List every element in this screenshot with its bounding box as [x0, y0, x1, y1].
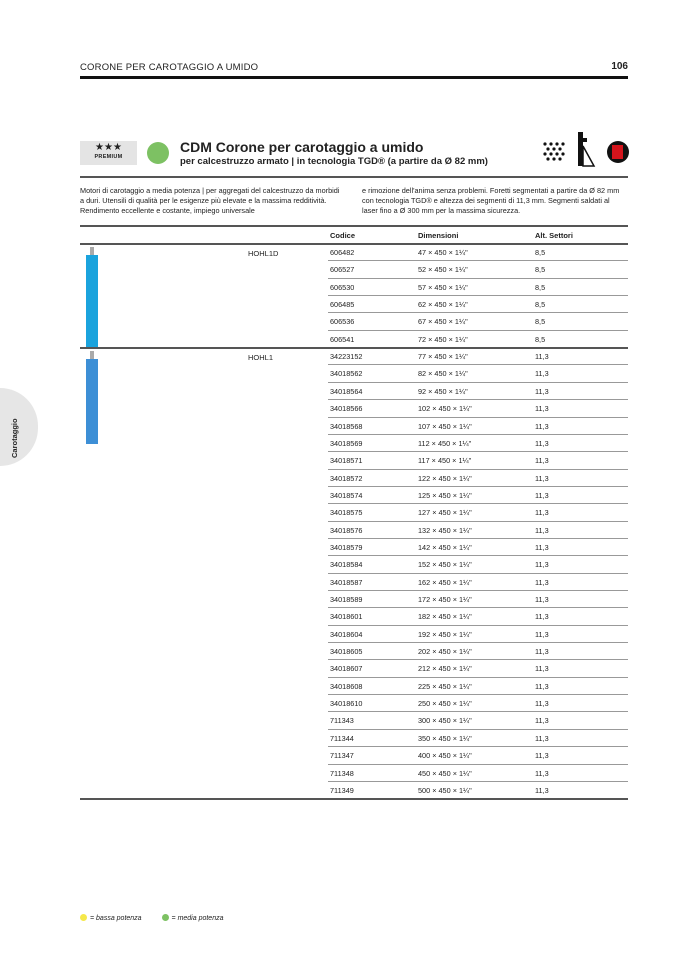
- code-cell: 711344: [330, 733, 354, 743]
- green-dot-icon: [162, 914, 169, 921]
- table-row: [80, 365, 628, 382]
- code-cell: 34018610: [330, 699, 363, 709]
- table-bottom-rule: [80, 798, 628, 800]
- premium-badge: [80, 141, 137, 165]
- table-row: [80, 470, 628, 487]
- code-cell: 711343: [330, 716, 354, 726]
- dimensions-cell: 127 × 450 × 1¼": [418, 508, 472, 518]
- code-cell: 34018564: [330, 386, 363, 396]
- table-row: [80, 591, 628, 608]
- table-row: [80, 660, 628, 677]
- dimensions-cell: 82 × 450 × 1¼": [418, 369, 468, 379]
- code-cell: 606541: [330, 334, 355, 344]
- group-label: HOHL1D: [248, 249, 279, 258]
- table-row: [80, 452, 628, 469]
- segment-height-cell: 11,3: [535, 612, 549, 622]
- side-tab-label: Carotaggio: [10, 418, 19, 458]
- segment-height-cell: 11,3: [535, 751, 549, 761]
- code-cell: 34018576: [330, 525, 363, 535]
- legend: [80, 914, 223, 922]
- dimensions-cell: 107 × 450 × 1¼": [418, 421, 472, 431]
- table-row: [80, 244, 628, 261]
- col-header-code: Codice: [330, 231, 356, 240]
- page-number: 106: [611, 61, 628, 72]
- segment-height-cell: 11,3: [535, 716, 549, 726]
- table-row: [80, 626, 628, 643]
- legend-low-power: = bassa potenza: [90, 915, 142, 922]
- dimensions-cell: 162 × 450 × 1¼": [418, 577, 472, 587]
- table-row: [80, 261, 628, 278]
- segment-height-cell: 11,3: [535, 647, 549, 657]
- code-cell: 34223152: [330, 352, 363, 362]
- table-row: [80, 504, 628, 521]
- code-cell: 606530: [330, 282, 355, 292]
- application-icons: [540, 132, 630, 168]
- dimensions-cell: 62 × 450 × 1¼": [418, 300, 468, 310]
- segment-height-cell: 11,3: [535, 369, 549, 379]
- dimensions-cell: 172 × 450 × 1¼": [418, 595, 472, 604]
- segment-height-cell: 11,3: [535, 768, 549, 778]
- code-cell: 34018605: [330, 647, 363, 657]
- stars-icon: ★★★: [95, 142, 122, 153]
- dimensions-cell: 300 × 450 × 1¼": [418, 716, 472, 726]
- table-row: [80, 574, 628, 591]
- segment-height-cell: 11,3: [535, 473, 549, 483]
- code-cell: 34018569: [330, 438, 363, 448]
- segment-height-cell: 11,3: [535, 681, 549, 691]
- aggregate-icon: [543, 142, 564, 160]
- code-cell: 34018568: [330, 421, 363, 431]
- dimensions-cell: 142 × 450 × 1¼": [418, 542, 472, 552]
- concrete-core-icon: [607, 141, 629, 163]
- code-cell: 34018601: [330, 612, 363, 622]
- table-row: [80, 435, 628, 452]
- segment-height-cell: 8,5: [535, 334, 546, 344]
- segment-height-cell: 8,5: [535, 265, 546, 275]
- table-row: [80, 522, 628, 539]
- dimensions-cell: 57 × 450 × 1¼": [418, 282, 468, 292]
- dimensions-cell: 500 × 450 × 1¼": [418, 785, 472, 795]
- table-row: [80, 348, 628, 365]
- table-row: [80, 331, 628, 348]
- segment-height-cell: 11,3: [535, 421, 549, 431]
- code-cell: 34018604: [330, 629, 363, 639]
- table-row: [80, 556, 628, 573]
- code-cell: 711349: [330, 785, 354, 795]
- table-row: [80, 279, 628, 296]
- code-cell: 34018607: [330, 664, 363, 674]
- dimensions-cell: 47 × 450 × 1¼": [418, 248, 468, 257]
- dimensions-cell: 250 × 450 × 1¼": [418, 699, 472, 709]
- dimensions-cell: 67 × 450 × 1¼": [418, 317, 468, 327]
- yellow-dot-icon: [80, 914, 87, 921]
- code-cell: 34018574: [330, 490, 363, 500]
- code-cell: 34018589: [330, 595, 363, 604]
- segment-height-cell: 11,3: [535, 352, 549, 362]
- side-tab-carotaggio[interactable]: [0, 388, 38, 466]
- section-title: CORONE PER CAROTAGGIO A UMIDO: [80, 62, 259, 73]
- segment-height-cell: 11,3: [535, 595, 549, 604]
- segment-height-cell: 11,3: [535, 525, 549, 535]
- product-title: CDM Corone per carotaggio a umido: [180, 139, 424, 155]
- table-row: [80, 712, 628, 729]
- segment-height-cell: 11,3: [535, 490, 549, 500]
- code-cell: 711347: [330, 751, 354, 761]
- description-col-2: e rimozione dell'anima senza problemi. Foretti segmentati a partire da Ø 82 mm con tecnologia TGD® e altezza dei segmenti di 11,3 mm. Segmenti saldati al laser fino a Ø 300 mm per la massima sicurezza.: [362, 186, 620, 215]
- badge-label: PREMIUM: [94, 154, 123, 160]
- code-cell: 711348: [330, 768, 354, 778]
- dimensions-cell: 125 × 450 × 1¼": [418, 490, 472, 500]
- code-cell: 34018587: [330, 577, 363, 587]
- dimensions-cell: 192 × 450 × 1¼": [418, 629, 472, 639]
- dimensions-cell: 225 × 450 × 1¼": [418, 681, 472, 691]
- code-cell: 34018584: [330, 560, 363, 570]
- table-row: [80, 678, 628, 695]
- segment-height-cell: 11,3: [535, 456, 549, 466]
- segment-height-cell: 8,5: [535, 248, 546, 257]
- dimensions-cell: 450 × 450 × 1¼": [418, 768, 472, 778]
- table-row: [80, 695, 628, 712]
- table-row: [80, 747, 628, 764]
- header-divider: [80, 76, 628, 79]
- table-row: [80, 730, 628, 747]
- segment-height-cell: 8,5: [535, 282, 546, 292]
- code-cell: 606485: [330, 300, 355, 310]
- code-cell: 34018572: [330, 473, 363, 483]
- segment-height-cell: 11,3: [535, 664, 549, 674]
- code-cell: 34018562: [330, 369, 363, 379]
- segment-height-cell: 11,3: [535, 404, 549, 414]
- segment-height-cell: 11,3: [535, 577, 549, 587]
- table-row: [80, 418, 628, 435]
- dimensions-cell: 132 × 450 × 1¼": [418, 525, 472, 535]
- dimensions-cell: 112 × 450 × 1¼": [418, 438, 472, 448]
- code-cell: 606527: [330, 265, 355, 275]
- code-cell: 34018579: [330, 542, 363, 552]
- segment-height-cell: 8,5: [535, 300, 546, 310]
- product-subtitle: per calcestruzzo armato | in tecnologia TGD® (a partire da Ø 82 mm): [180, 156, 488, 167]
- segment-height-cell: 11,3: [535, 386, 549, 396]
- dimensions-cell: 77 × 450 × 1¼": [418, 352, 468, 362]
- section-divider: [80, 176, 628, 178]
- legend-medium-power: = media potenza: [171, 915, 224, 922]
- table-row: [80, 765, 628, 782]
- table-row: [80, 539, 628, 556]
- segment-height-cell: 11,3: [535, 629, 549, 639]
- dimensions-cell: 72 × 450 × 1¼": [418, 334, 468, 344]
- code-cell: 34018571: [330, 456, 363, 466]
- col-header-dimensions: Dimensioni: [418, 231, 459, 240]
- segment-height-cell: 11,3: [535, 508, 549, 518]
- dimensions-cell: 182 × 450 × 1¼": [418, 612, 472, 622]
- table-row: [80, 296, 628, 313]
- table-row: [80, 782, 628, 799]
- dimensions-cell: 102 × 450 × 1¼": [418, 404, 472, 414]
- segment-height-cell: 8,5: [535, 317, 546, 327]
- dimensions-cell: 202 × 450 × 1¼": [418, 647, 472, 657]
- segment-height-cell: 11,3: [535, 438, 549, 448]
- group-label: HOHL1: [248, 353, 274, 363]
- table-row: [80, 487, 628, 504]
- description-col-1: Motori di carotaggio a media potenza | per aggregati del calcestruzzo da morbidi a duri. Utensili di qualità per le esigenze più elevate e la massima redditività. Rendimento eccellente e costante, impiego universale: [80, 186, 340, 215]
- dimensions-cell: 400 × 450 × 1¼": [418, 751, 472, 761]
- col-header-segment-height: Alt. Settori: [535, 231, 573, 240]
- table-top-rule: [80, 225, 628, 227]
- dimensions-cell: 117 × 450 × 1¼": [418, 456, 472, 466]
- dimensions-cell: 92 × 450 × 1¼": [418, 386, 468, 396]
- dimensions-cell: 122 × 450 × 1¼": [418, 473, 472, 483]
- power-level-dot-icon: [147, 142, 169, 164]
- table-row: [80, 313, 628, 330]
- segment-height-cell: 11,3: [535, 542, 549, 552]
- table-row: [80, 383, 628, 400]
- dimensions-cell: 152 × 450 × 1¼": [418, 560, 472, 570]
- code-cell: 34018566: [330, 404, 363, 414]
- dimensions-cell: 52 × 450 × 1¼": [418, 265, 468, 275]
- dimensions-cell: 350 × 450 × 1¼": [418, 733, 472, 743]
- dimensions-cell: 212 × 450 × 1¼": [418, 664, 472, 674]
- segment-height-cell: 11,3: [535, 699, 549, 709]
- code-cell: 606482: [330, 248, 355, 257]
- segment-height-cell: 11,3: [535, 560, 549, 570]
- table-row: [80, 608, 628, 625]
- table-row: [80, 643, 628, 660]
- code-cell: 34018575: [330, 508, 363, 518]
- drill-rig-icon: [578, 132, 594, 166]
- table-row: [80, 400, 628, 417]
- code-cell: 606536: [330, 317, 355, 327]
- segment-height-cell: 11,3: [535, 785, 549, 795]
- code-cell: 34018608: [330, 681, 363, 691]
- segment-height-cell: 11,3: [535, 733, 549, 743]
